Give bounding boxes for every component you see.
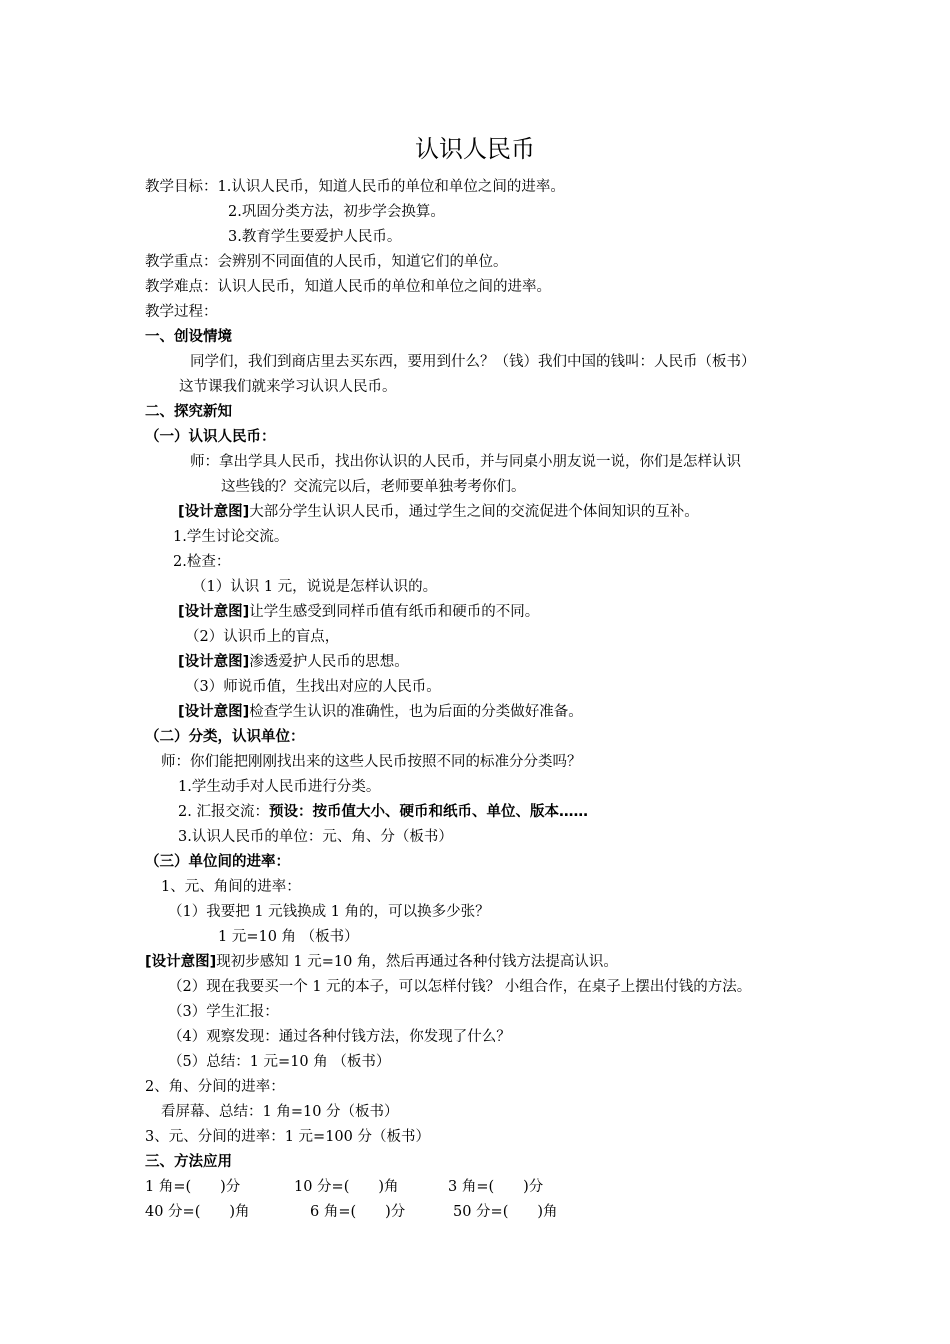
- difficulty: 教学难点：认识人民币，知道人民币的单位和单位之间的进率。: [145, 279, 551, 295]
- part3-sub-1: 1、元、角间的进率：: [161, 879, 301, 895]
- part3-heading: （三）单位间的进率：: [145, 854, 290, 870]
- exercise-1-2: 10 分=( )角: [294, 1179, 399, 1195]
- teaching-goals-line-1: [145, 176, 565, 198]
- goal-item-3: 3.教育学生要爱护人民币。: [228, 229, 402, 245]
- design-intent-text: 大部分学生认识人民币，通过学生之间的交流促进个体间知识的互补。: [249, 504, 699, 520]
- exercise-1-3: 3 角=( )分: [448, 1179, 544, 1195]
- page-title: 认识人民币: [415, 135, 535, 163]
- part3-question-2: （2）现在我要买一个 1 元的本子，可以怎样付钱？ 小组合作，在桌子上摆出付钱的方法。: [168, 979, 752, 995]
- exercise-1-1: 1 角=( )分: [145, 1179, 241, 1195]
- process-label: 教学过程：: [145, 304, 218, 320]
- part1-heading: （一）认识人民币：: [145, 429, 276, 445]
- section3-heading: 三、方法应用: [145, 1154, 232, 1170]
- part2-step-2-preset: 预设：按币值大小、硬币和纸币、单位、版本……: [268, 804, 588, 820]
- section2-heading: 二、探究新知: [145, 404, 232, 420]
- design-intent-text: 让学生感受到同样币值有纸币和硬币的不同。: [249, 604, 540, 620]
- design-intent-text: 渗透爱护人民币的思想。: [249, 654, 409, 670]
- part1-check-1: （1）认识 1 元，说说是怎样认识的。: [192, 579, 438, 595]
- part1-check-3: （3）师说币值，生找出对应的人民币。: [185, 679, 441, 695]
- design-intent-tag: [设计意图]: [145, 954, 217, 970]
- goal-item-2: 2.巩固分类方法，初步学会换算。: [228, 204, 445, 220]
- section1-paragraph-2: 这节课我们就来学习认识人民币。: [179, 379, 397, 395]
- design-intent-2: [178, 601, 539, 623]
- design-intent-tag: [设计意图]: [178, 604, 250, 620]
- part3-question-1: （1）我要把 1 元钱换成 1 角的，可以换多少张？: [168, 904, 490, 920]
- part1-teacher-line-2: 这些钱的？交流完以后，老师要单独考考你们。: [221, 479, 526, 495]
- part1-check-2: （2）认识币上的盲点，: [185, 629, 340, 645]
- design-intent-4: [178, 701, 583, 723]
- design-intent-tag: [设计意图]: [178, 704, 250, 720]
- part3-sub-2-text: 看屏幕、总结：1 角=10 分（板书）: [161, 1104, 399, 1120]
- goal-item-1: 1.认识人民币，知道人民币的单位和单位之间的进率。: [217, 179, 565, 195]
- exercise-2-1: 40 分=( )角: [145, 1204, 250, 1220]
- goals-label: 教学目标：: [145, 179, 218, 195]
- part2-step-3: 3.认识人民币的单位：元、角、分（板书）: [178, 829, 453, 845]
- section1-heading: 一、创设情境: [145, 329, 232, 345]
- part1-step-1: 1.学生讨论交流。: [173, 529, 289, 545]
- part1-teacher-line-1: 师：拿出学具人民币，找出你认识的人民币，并与同桌小朋友说一说，你们是怎样认识: [190, 454, 741, 470]
- part3-sub-3: 3、元、分间的进率：1 元=100 分（板书）: [145, 1129, 430, 1145]
- part1-step-2: 2.检查：: [173, 554, 231, 570]
- part3-question-4: （4）观察发现：通过各种付钱方法，你发现了什么？: [168, 1029, 511, 1045]
- design-intent-tag: [设计意图]: [178, 504, 250, 520]
- design-intent-3: [178, 651, 409, 673]
- exercise-2-2: 6 角=( )分: [310, 1204, 406, 1220]
- exercise-2-3: 50 分=( )角: [453, 1204, 558, 1220]
- design-intent-text: 现初步感知 1 元=10 角，然后再通过各种付钱方法提高认识。: [216, 954, 618, 970]
- part3-answer-1: 1 元=10 角 （板书）: [218, 929, 359, 945]
- part2-step-1: 1.学生动手对人民币进行分类。: [178, 779, 381, 795]
- design-intent-tag: [设计意图]: [178, 654, 250, 670]
- part3-question-5: （5）总结：1 元=10 角 （板书）: [168, 1054, 391, 1070]
- design-intent-text: 检查学生认识的准确性，也为后面的分类做好准备。: [249, 704, 583, 720]
- section1-paragraph-1: 同学们，我们到商店里去买东西，要用到什么？（钱）我们中国的钱叫：人民币（板书）: [190, 354, 756, 370]
- part3-question-3: （3）学生汇报：: [168, 1004, 279, 1020]
- design-intent-1: [178, 501, 699, 523]
- part2-heading: （二）分类，认识单位：: [145, 729, 305, 745]
- part2-step-2-label: 2. 汇报交流：: [178, 804, 269, 820]
- part3-sub-2: 2、角、分间的进率：: [145, 1079, 285, 1095]
- design-intent-5: [145, 951, 618, 973]
- key-point: 教学重点：会辨别不同面值的人民币，知道它们的单位。: [145, 254, 508, 270]
- part2-step-2: [178, 801, 588, 823]
- part2-teacher: 师：你们能把刚刚找出来的这些人民币按照不同的标准分分类吗？: [161, 754, 582, 770]
